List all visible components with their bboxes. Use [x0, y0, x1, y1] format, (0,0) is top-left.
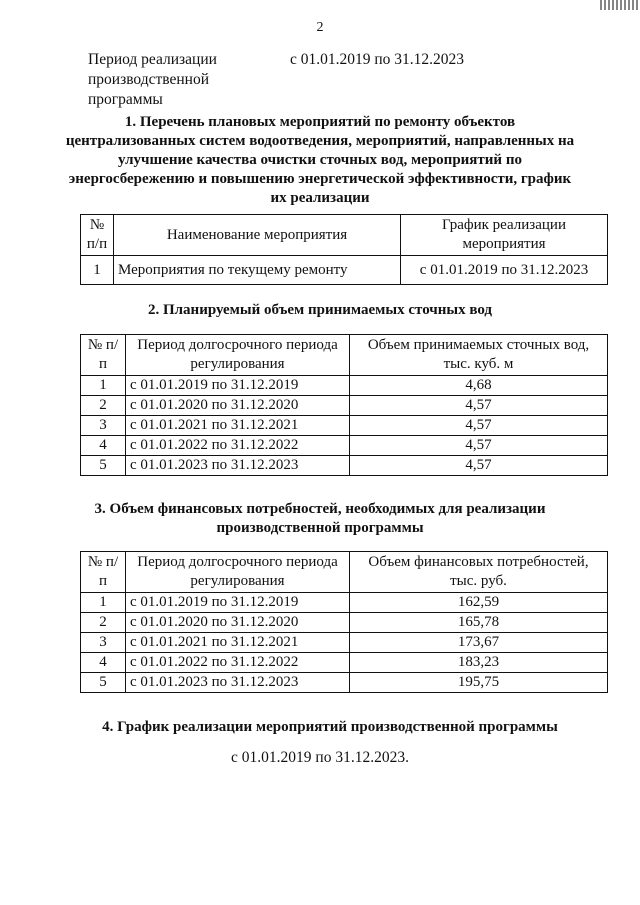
col-event-name-header: Наименование мероприятия — [114, 215, 401, 256]
row-amount: 173,67 — [350, 633, 608, 653]
table-row — [81, 396, 608, 416]
events-table — [80, 214, 608, 285]
table-row — [81, 376, 608, 396]
scan-mark — [600, 0, 640, 10]
row-period: с 01.01.2019 по 31.12.2019 — [126, 593, 350, 613]
row-number: 1 — [81, 376, 126, 396]
table-row — [81, 416, 608, 436]
col-schedule-header: График реализации мероприятия — [401, 215, 608, 256]
row-period: с 01.01.2023 по 31.12.2023 — [126, 673, 350, 693]
row-number: 2 — [81, 613, 126, 633]
table-row — [81, 593, 608, 613]
row-amount: 183,23 — [350, 653, 608, 673]
section4-period: с 01.01.2019 по 31.12.2023. — [231, 749, 409, 766]
section1-title: 1. Перечень плановых мероприятий по ремонту объектов централизованных систем водоотведения, мероприятий, направленных на улучшение качества очистки сточных вод, мероприятий по энергосбережению и повышению энергетической эффективности, график их реализации — [65, 114, 575, 206]
col-number-header: № п/п — [81, 215, 114, 256]
financial-needs-table — [80, 551, 608, 693]
row-volume: 4,57 — [350, 396, 608, 416]
event-name: Мероприятия по текущему ремонту — [114, 256, 401, 285]
row-period: с 01.01.2021 по 31.12.2021 — [126, 633, 350, 653]
table-header-row — [81, 552, 608, 593]
row-number: 3 — [81, 633, 126, 653]
event-schedule: с 01.01.2019 по 31.12.2023 — [401, 256, 608, 285]
row-period: с 01.01.2020 по 31.12.2020 — [126, 396, 350, 416]
row-period: с 01.01.2022 по 31.12.2022 — [126, 653, 350, 673]
section2-title: 2. Планируемый объем принимаемых сточных вод — [147, 302, 493, 318]
table-row — [81, 456, 608, 476]
wastewater-volume-table — [80, 334, 608, 476]
row-number: 4 — [81, 653, 126, 673]
row-number: 5 — [81, 673, 126, 693]
row-amount: 165,78 — [350, 613, 608, 633]
row-number: 4 — [81, 436, 126, 456]
row-number: 5 — [81, 456, 126, 476]
section4-title: 4. График реализации мероприятий производственной программы — [102, 719, 558, 735]
row-amount: 195,75 — [350, 673, 608, 693]
row-period: с 01.01.2019 по 31.12.2019 — [126, 376, 350, 396]
table-row — [81, 256, 608, 285]
row-period: с 01.01.2020 по 31.12.2020 — [126, 613, 350, 633]
table-row — [81, 673, 608, 693]
row-number: 1 — [81, 256, 114, 285]
row-amount: 162,59 — [350, 593, 608, 613]
table-row — [81, 653, 608, 673]
row-period: с 01.01.2022 по 31.12.2022 — [126, 436, 350, 456]
page-number: 2 — [316, 20, 324, 35]
row-number: 1 — [81, 593, 126, 613]
table-header-row — [81, 335, 608, 376]
col-number-header: № п/п — [81, 552, 126, 593]
row-volume: 4,57 — [350, 456, 608, 476]
table-row — [81, 613, 608, 633]
col-volume-header: Объем принимаемых сточных вод, тыс. куб. м — [350, 335, 608, 376]
row-period: с 01.01.2023 по 31.12.2023 — [126, 456, 350, 476]
col-financial-needs-header: Объем финансовых потребностей, тыс. руб. — [350, 552, 608, 593]
section3-title: 3. Объем финансовых потребностей, необходимых для реализации производственной программы — [94, 501, 546, 536]
table-header-row — [81, 215, 608, 256]
table-row — [81, 436, 608, 456]
program-period-label: Период реализации производственной программы — [88, 51, 217, 108]
row-volume: 4,57 — [350, 436, 608, 456]
row-number: 3 — [81, 416, 126, 436]
table-row — [81, 633, 608, 653]
col-number-header: № п/п — [81, 335, 126, 376]
row-number: 2 — [81, 396, 126, 416]
row-period: с 01.01.2021 по 31.12.2021 — [126, 416, 350, 436]
program-period-value: с 01.01.2019 по 31.12.2023 — [290, 51, 465, 68]
row-volume: 4,68 — [350, 376, 608, 396]
row-volume: 4,57 — [350, 416, 608, 436]
col-period-header: Период долгосрочного периода регулирования — [126, 552, 350, 593]
col-period-header: Период долгосрочного периода регулирования — [126, 335, 350, 376]
